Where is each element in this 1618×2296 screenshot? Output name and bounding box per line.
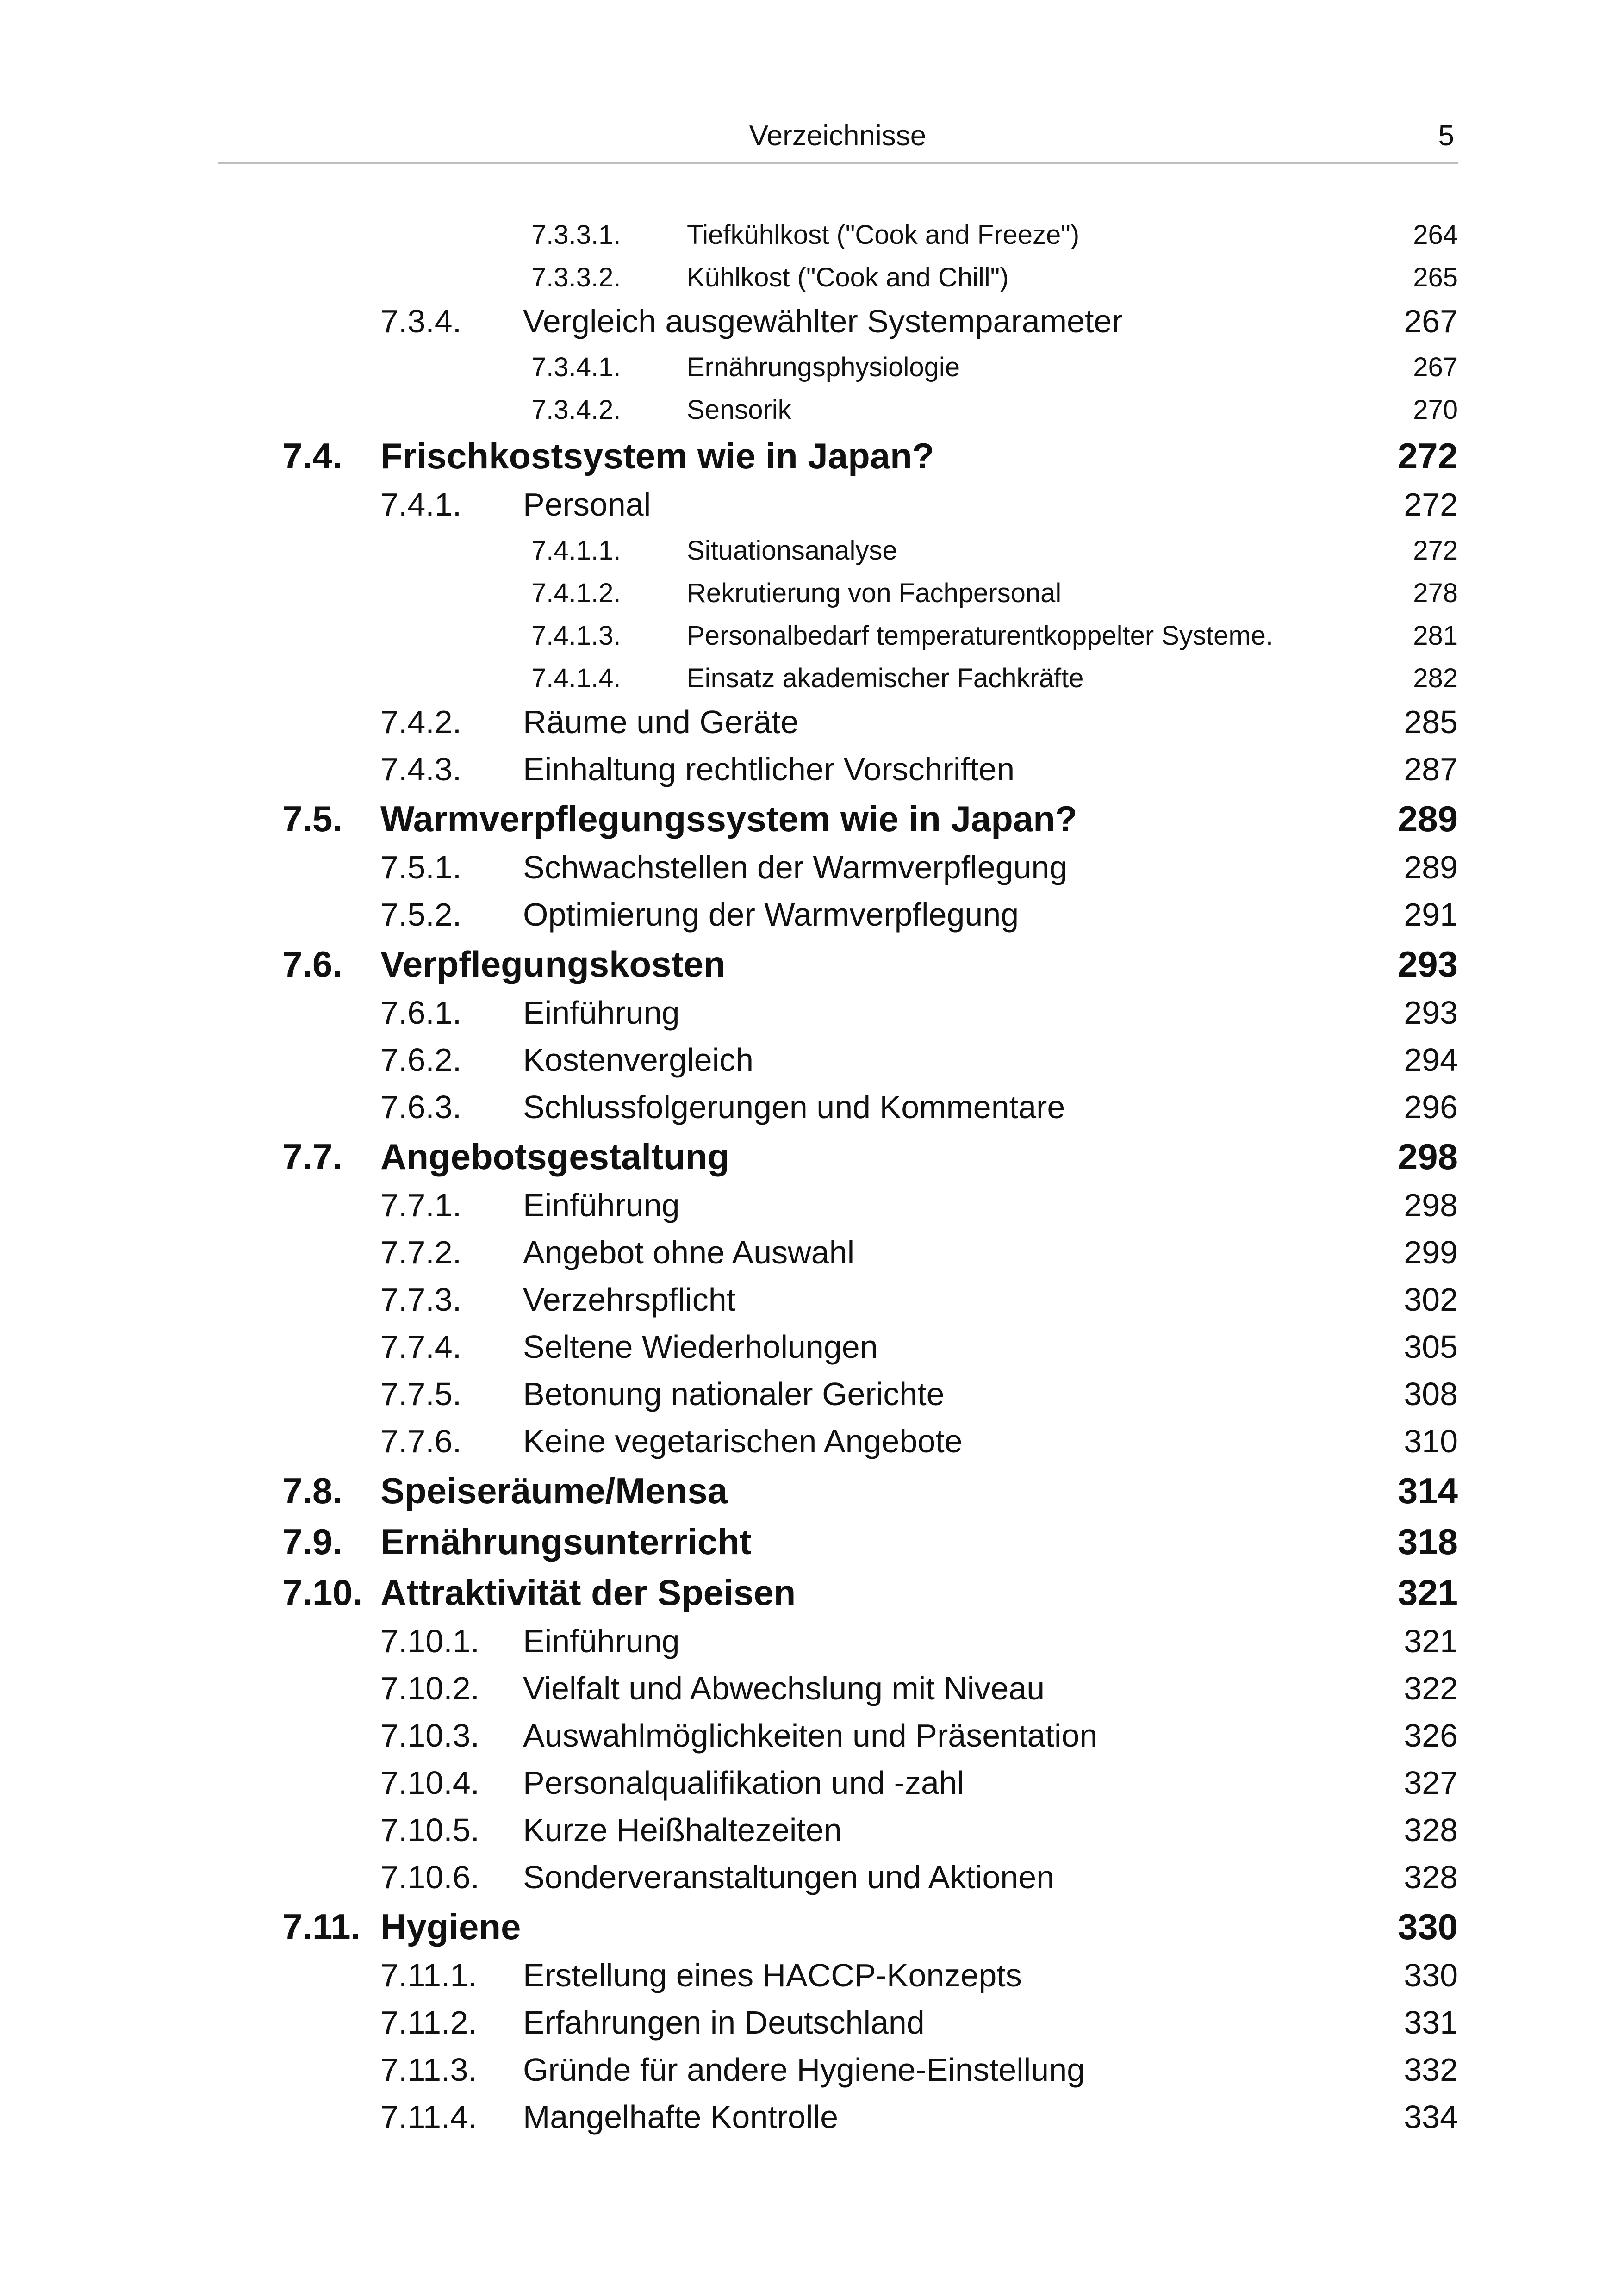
toc-entry-level-2[interactable] [0, 1130, 1618, 1181]
dot-leader [800, 716, 1402, 735]
toc-entry-level-2[interactable] [0, 1900, 1618, 1951]
toc-entry-number: 7.7.2. [380, 1234, 462, 1270]
toc-entry-page: 308 [1404, 1376, 1458, 1412]
toc-entry-title: Kühlkost ("Cook and Chill") [687, 262, 1009, 292]
toc-entry-title: Verpflegungskosten [380, 944, 726, 984]
toc-entry-level-2[interactable] [0, 792, 1618, 843]
toc-entry-number: 7.10.2. [380, 1670, 480, 1706]
toc-entry-title: Personalqualifikation und -zahl [523, 1765, 965, 1801]
toc-entry-page: 289 [1397, 798, 1458, 839]
toc-entry-page: 272 [1413, 535, 1458, 566]
toc-entry-number: 7.11.2. [380, 2004, 477, 2041]
toc-entry-page: 305 [1404, 1329, 1458, 1365]
toc-entry-level-3[interactable] [0, 1617, 1618, 1664]
toc-entry-title: Attraktivität der Speisen [380, 1572, 796, 1613]
dot-leader [962, 358, 1411, 377]
toc-entry-title: Vielfalt und Abwechslung mit Niveau [523, 1670, 1045, 1706]
toc-entry-page: 298 [1397, 1136, 1458, 1177]
toc-entry-page: 327 [1404, 1765, 1458, 1801]
toc-entry-level-4[interactable] [0, 570, 1618, 613]
toc-entry-title: Frischkostsystem wie in Japan? [380, 436, 934, 476]
toc-entry-title: Angebotsgestaltung [380, 1136, 729, 1177]
dot-leader [1275, 627, 1411, 645]
toc-entry-page: 293 [1404, 995, 1458, 1031]
dot-leader [682, 1636, 1402, 1654]
toc-entry-level-3[interactable] [0, 1664, 1618, 1711]
toc-entry-level-3[interactable] [0, 1036, 1618, 1083]
toc-entry-title: Einführung [523, 995, 680, 1031]
toc-entry-page: 322 [1404, 1670, 1458, 1706]
toc-entry-title: Hygiene [380, 1906, 521, 1947]
toc-entry-page: 299 [1404, 1234, 1458, 1270]
toc-entry-page: 330 [1397, 1906, 1458, 1947]
dot-leader [728, 959, 1396, 977]
toc-entry-page: 296 [1404, 1089, 1458, 1125]
toc-entry-title: Ernährungsphysiologie [687, 352, 960, 382]
toc-entry-title: Auswahlmöglichkeiten und Präsentation [523, 1717, 1098, 1754]
toc-entry-title: Optimierung der Warmverpflegung [523, 896, 1019, 933]
toc-entry-page: 326 [1404, 1717, 1458, 1754]
dot-leader [1063, 584, 1411, 603]
toc-entry-title: Sensorik [687, 395, 791, 425]
toc-entry-page: 318 [1397, 1521, 1458, 1562]
toc-entry-level-3[interactable] [0, 1998, 1618, 2046]
toc-entry-number: 7.10.1. [380, 1623, 480, 1659]
toc-entry-title: Schlussfolgerungen und Kommentare [523, 1089, 1065, 1125]
toc-entry-page: 289 [1404, 849, 1458, 885]
toc-entry-level-2[interactable] [0, 429, 1618, 480]
dot-leader [1099, 1730, 1402, 1748]
toc-entry-page: 328 [1404, 1859, 1458, 1895]
toc-entry-level-4[interactable] [0, 387, 1618, 429]
toc-entry-number: 7.9. [282, 1521, 343, 1562]
dot-leader [844, 1824, 1402, 1843]
toc-entry-page: 291 [1404, 896, 1458, 933]
toc-entry-title: Mangelhafte Kontrolle [523, 2099, 838, 2135]
toc-entry-level-3[interactable] [0, 1370, 1618, 1417]
toc-entry-title: Speiseräume/Mensa [380, 1470, 728, 1511]
toc-entry-number: 7.5. [282, 798, 343, 839]
toc-entry-page: 267 [1404, 303, 1458, 339]
dot-leader [1056, 1872, 1402, 1890]
toc-entry-level-4[interactable] [0, 528, 1618, 570]
toc-entry-level-2[interactable] [0, 1515, 1618, 1566]
toc-entry-page: 264 [1413, 220, 1458, 250]
toc-entry-title: Schwachstellen der Warmverpflegung [523, 849, 1068, 885]
dot-leader [731, 1151, 1396, 1170]
toc-entry-level-3[interactable] [0, 1853, 1618, 1900]
toc-entry-number: 7.4.2. [380, 704, 462, 740]
toc-entry-number: 7.10.3. [380, 1717, 480, 1754]
dot-leader [737, 1294, 1402, 1313]
toc-entry-level-3[interactable] [0, 698, 1618, 745]
dot-leader [1069, 862, 1402, 880]
toc-entry-title: Einführung [523, 1623, 680, 1659]
toc-entry-page: 330 [1404, 1957, 1458, 1993]
toc-entry-page: 281 [1413, 621, 1458, 651]
toc-entry-level-4[interactable] [0, 344, 1618, 387]
toc-entry-title: Betonung nationaler Gerichte [523, 1376, 945, 1412]
toc-entry-title: Verzehrspflicht [523, 1282, 736, 1318]
toc-entry-number: 7.3.4.1. [531, 352, 621, 382]
dot-leader [755, 1054, 1402, 1073]
toc-entry-page: 267 [1413, 352, 1458, 382]
toc-entry-level-3[interactable] [0, 1806, 1618, 1853]
toc-entry-number: 7.8. [282, 1470, 343, 1511]
toc-entry-page: 321 [1397, 1572, 1458, 1613]
toc-entry-number: 7.4.1. [380, 486, 462, 523]
toc-entry-title: Angebot ohne Auswahl [523, 1234, 855, 1270]
dot-leader [880, 1341, 1402, 1360]
toc-entry-level-3[interactable] [0, 1711, 1618, 1759]
toc-entry-number: 7.11.1. [380, 1957, 477, 1993]
toc-entry-page: 314 [1397, 1470, 1458, 1511]
toc-entry-number: 7.4. [282, 436, 343, 476]
toc-entry-level-2[interactable] [0, 1566, 1618, 1617]
toc-entry-page: 302 [1404, 1282, 1458, 1318]
toc-entry-title: Keine vegetarischen Angebote [523, 1423, 963, 1459]
toc-entry-level-3[interactable] [0, 1276, 1618, 1323]
dot-leader [1125, 316, 1402, 334]
toc-entry-title: Seltene Wiederholungen [523, 1329, 878, 1365]
toc-entry-page: 282 [1413, 663, 1458, 693]
dot-leader [1021, 909, 1402, 927]
toc-entry-page: 332 [1404, 2052, 1458, 2088]
toc-entry-number: 7.4.1.4. [531, 663, 621, 693]
header-page-number: 5 [1438, 120, 1454, 152]
toc-entry-page: 270 [1413, 395, 1458, 425]
toc-entry-level-3[interactable] [0, 1323, 1618, 1370]
toc-entry-level-3[interactable] [0, 1417, 1618, 1464]
toc-entry-page: 321 [1404, 1623, 1458, 1659]
toc-entry-title: Situationsanalyse [687, 535, 897, 566]
dot-leader [653, 499, 1402, 517]
toc-entry-number: 7.6.3. [380, 1089, 462, 1125]
toc-entry-number: 7.11. [282, 1906, 361, 1947]
dot-leader [840, 2111, 1402, 2130]
toc-entry-level-3[interactable] [0, 2093, 1618, 2140]
toc-entry-number: 7.10. [282, 1572, 363, 1613]
toc-entry-level-3[interactable] [0, 1083, 1618, 1130]
dot-leader [1079, 814, 1396, 832]
dot-leader [523, 1922, 1396, 1940]
toc-entry-level-4[interactable] [0, 655, 1618, 698]
toc-entry-level-3[interactable] [0, 843, 1618, 890]
toc-entry-number: 7.6. [282, 944, 343, 984]
toc-entry-title: Kostenvergleich [523, 1042, 754, 1078]
toc-entry-number: 7.7.1. [380, 1187, 462, 1223]
toc-entry-title: Sonderveranstaltungen und Aktionen [523, 1859, 1055, 1895]
dot-leader [797, 1587, 1396, 1606]
dot-leader [682, 1200, 1402, 1218]
toc-entry-number: 7.7.6. [380, 1423, 462, 1459]
dot-leader [1081, 226, 1411, 244]
toc-entry-number: 7.7.5. [380, 1376, 462, 1412]
dot-leader [856, 1247, 1402, 1265]
toc-entry-level-3[interactable] [0, 890, 1618, 938]
toc-entry-number: 7.11.3. [380, 2052, 477, 2088]
dot-leader [899, 541, 1411, 560]
toc-entry-level-2[interactable] [0, 938, 1618, 989]
dot-leader [966, 1777, 1402, 1796]
toc-entry-page: 285 [1404, 704, 1458, 740]
toc-entry-level-3[interactable] [0, 2046, 1618, 2093]
toc-entry-level-3[interactable] [0, 1228, 1618, 1276]
toc-entry-number: 7.4.1.2. [531, 578, 621, 608]
toc-entry-number: 7.7.4. [380, 1329, 462, 1365]
toc-entry-number: 7.3.3.1. [531, 220, 621, 250]
toc-entry-page: 287 [1404, 751, 1458, 787]
toc-entry-level-3[interactable] [0, 480, 1618, 528]
toc-entry-title: Räume und Geräte [523, 704, 799, 740]
dot-leader [965, 1436, 1402, 1454]
toc-entry-level-4[interactable] [0, 613, 1618, 655]
toc-entry-number: 7.7. [282, 1136, 343, 1177]
toc-entry-title: Gründe für andere Hygiene-Einstellung [523, 2052, 1085, 2088]
toc-entry-title: Einhaltung rechtlicher Vorschriften [523, 751, 1015, 787]
toc-entry-level-3[interactable] [0, 1181, 1618, 1228]
toc-entry-level-3[interactable] [0, 989, 1618, 1036]
toc-entry-title: Erfahrungen in Deutschland [523, 2004, 925, 2041]
toc-entry-title: Rekrutierung von Fachpersonal [687, 578, 1062, 608]
dot-leader [729, 1486, 1396, 1504]
toc-entry-page: 272 [1397, 436, 1458, 476]
toc-entry-number: 7.11.4. [380, 2099, 477, 2135]
dot-leader [793, 401, 1411, 419]
toc-entry-page: 298 [1404, 1187, 1458, 1223]
toc-entry-number: 7.5.2. [380, 896, 462, 933]
toc-entry-level-3[interactable] [0, 297, 1618, 344]
toc-entry-page: 278 [1413, 578, 1458, 608]
toc-entry-number: 7.3.4.2. [531, 395, 621, 425]
running-header [218, 116, 1458, 164]
toc-entry-title: Einführung [523, 1187, 680, 1223]
toc-entry-page: 331 [1404, 2004, 1458, 2041]
toc-entry-number: 7.4.1.1. [531, 535, 621, 566]
toc-entry-title: Kurze Heißhaltezeiten [523, 1812, 842, 1848]
toc-entry-number: 7.3.3.2. [531, 262, 621, 292]
header-title: Verzeichnisse [749, 120, 927, 152]
toc-entry-number: 7.10.6. [380, 1859, 480, 1895]
toc-entry-level-3[interactable] [0, 1951, 1618, 1998]
toc-entry-number: 7.6.1. [380, 995, 462, 1031]
toc-entry-number: 7.4.3. [380, 751, 462, 787]
toc-entry-title: Erstellung eines HACCP-Konzepts [523, 1957, 1022, 1993]
table-of-contents [0, 212, 1618, 2140]
toc-entry-page: 328 [1404, 1812, 1458, 1848]
toc-entry-page: 334 [1404, 2099, 1458, 2135]
toc-entry-page: 272 [1404, 486, 1458, 523]
toc-entry-number: 7.5.1. [380, 849, 462, 885]
dot-leader [753, 1537, 1396, 1555]
toc-entry-title: Warmverpflegungssystem wie in Japan? [380, 798, 1077, 839]
dot-leader [1046, 1683, 1402, 1701]
toc-entry-title: Personalbedarf temperaturentkoppelter Systeme. [687, 621, 1274, 651]
toc-entry-title: Einsatz akademischer Fachkräfte [687, 663, 1084, 693]
dot-leader [1085, 669, 1411, 688]
toc-entry-level-3[interactable] [0, 745, 1618, 792]
toc-entry-level-3[interactable] [0, 1759, 1618, 1806]
toc-entry-level-2[interactable] [0, 1464, 1618, 1515]
toc-entry-number: 7.4.1.3. [531, 621, 621, 651]
toc-entry-number: 7.10.5. [380, 1812, 480, 1848]
dot-leader [1067, 1101, 1402, 1120]
toc-entry-number: 7.6.2. [380, 1042, 462, 1078]
dot-leader [1016, 764, 1402, 782]
dot-leader [1087, 2064, 1402, 2083]
dot-leader [946, 1388, 1402, 1407]
toc-entry-title: Ernährungsunterricht [380, 1521, 752, 1562]
toc-entry-page: 310 [1404, 1423, 1458, 1459]
toc-entry-number: 7.7.3. [380, 1282, 462, 1318]
dot-leader [682, 1007, 1402, 1026]
toc-entry-number: 7.3.4. [380, 303, 462, 339]
dot-leader [936, 451, 1396, 469]
toc-entry-title: Tiefkühlkost ("Cook and Freeze") [687, 220, 1080, 250]
dot-leader [1011, 268, 1411, 287]
toc-entry-level-4[interactable] [0, 212, 1618, 255]
toc-entry-level-4[interactable] [0, 255, 1618, 297]
toc-entry-number: 7.10.4. [380, 1765, 480, 1801]
toc-entry-page: 293 [1397, 944, 1458, 984]
toc-entry-title: Vergleich ausgewählter Systemparameter [523, 303, 1123, 339]
toc-entry-page: 265 [1413, 262, 1458, 292]
dot-leader [1024, 1970, 1402, 1988]
toc-entry-page: 294 [1404, 1042, 1458, 1078]
dot-leader [927, 2017, 1402, 2035]
toc-entry-title: Personal [523, 486, 651, 523]
